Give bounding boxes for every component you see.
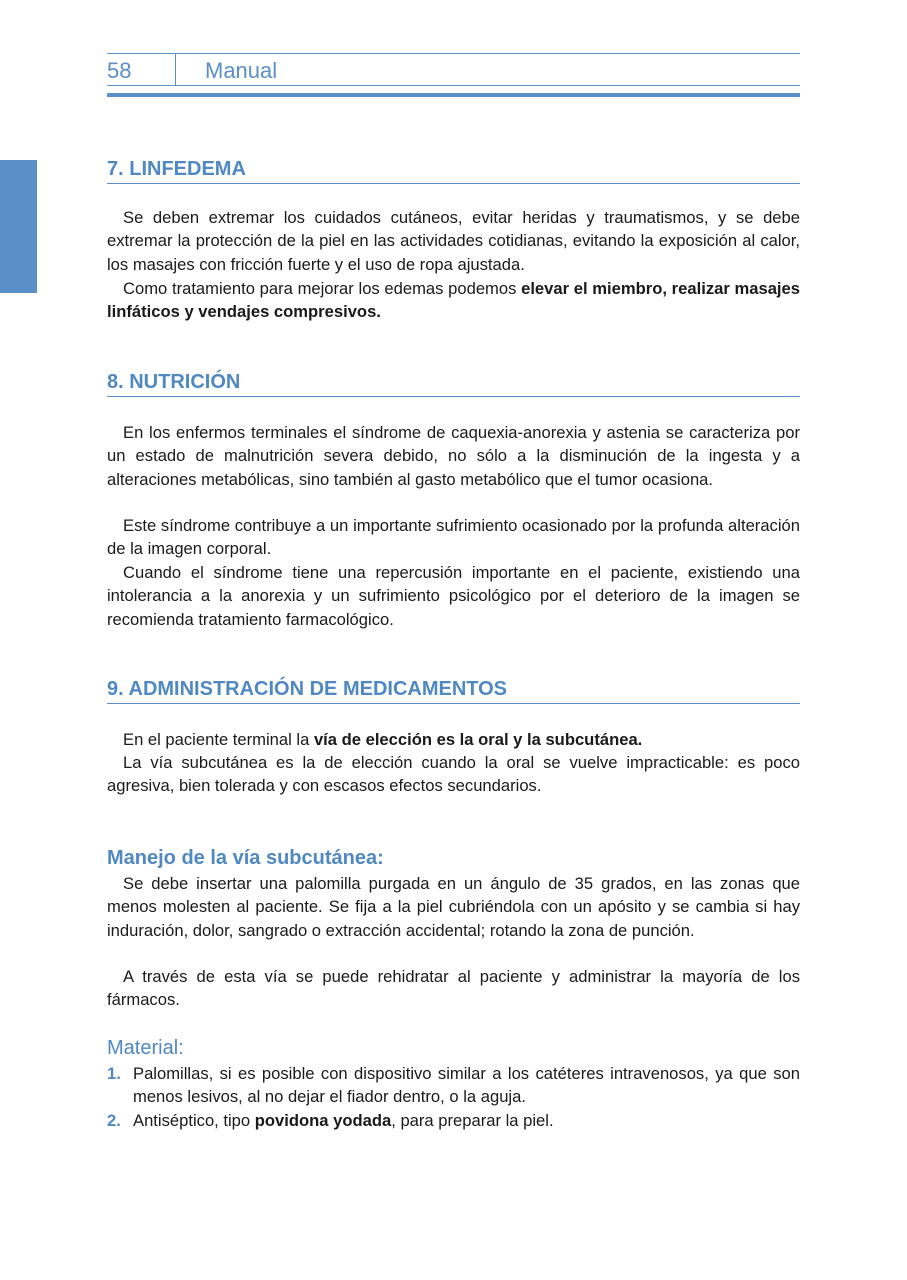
subcutanea-paragraph-2: A través de esta vía se puede rehidratar al paciente y administrar la mayoría de los fármacos. xyxy=(107,967,800,1010)
section-title-linfedema: 7. LINFEDEMA xyxy=(107,157,800,184)
list-item xyxy=(107,1109,800,1132)
header-divider xyxy=(175,53,176,86)
list-item-text: Antiséptico, tipo xyxy=(133,1110,255,1130)
linfedema-p2-text: Como tratamiento para mejorar los edemas podemos xyxy=(123,279,522,298)
subsection-title-material: Material: xyxy=(107,1037,184,1059)
subcutanea-paragraph-1: Se debe insertar una palomilla purgada en un ángulo de 35 grados, en las zonas que menos molesten al paciente. Se fija a la piel cubriéndola con un apósito y se cambia si hay induración, dolor, sangrado o extracción accidental; rotando la zona de punción. xyxy=(107,874,800,940)
administracion-p1-text: En el paciente terminal la xyxy=(123,730,314,749)
list-item-text: Palomillas, si es posible con dispositivo similar a los catéteres intravenosos, ya que son menos lesivos, al no dejar el fiador dentro, o la aguja. xyxy=(133,1064,800,1107)
header-bottom-rule xyxy=(107,93,800,97)
material-list xyxy=(107,1062,800,1132)
header-top-rule xyxy=(107,53,800,54)
list-item-number: 1. xyxy=(107,1064,121,1083)
section-title-nutricion: 8. NUTRICIÓN xyxy=(107,370,800,397)
linfedema-paragraph-1: Se deben extremar los cuidados cutáneos, evitar heridas y traumatismos, y se debe extremar la protección de la piel en las actividades cotidianas, evitando la exposición al calor, los masajes con fricción fuerte y el uso de ropa ajustada. xyxy=(107,208,800,274)
administracion-paragraph-2: La vía subcutánea es la de elección cuando la oral se vuelve impracticable: es poco agresiva, bien tolerada y con escasos efectos secundarios. xyxy=(107,753,800,796)
administracion-p1-bold: vía de elección es la oral y la subcutánea. xyxy=(313,730,643,749)
nutricion-paragraph-3: Cuando el síndrome tiene una repercusión importante en el paciente, existiendo una intolerancia a la anorexia y un sufrimiento psicológico por el deterioro de la imagen se recomienda tratamiento farmacológico. xyxy=(107,563,800,629)
list-item-text-end: , para preparar la piel. xyxy=(391,1110,554,1130)
page-number: 58 xyxy=(107,58,132,83)
linfedema-p2-bold: elevar el miembro, realizar masajes linfáticos y vendajes compresivos. xyxy=(107,279,801,322)
linfedema-paragraph-2 xyxy=(107,277,800,324)
subsection-title-subcutanea: Manejo de la vía subcutánea: xyxy=(107,847,384,869)
section-title-administracion: 9. ADMINISTRACIÓN DE MEDICAMENTOS xyxy=(107,677,800,704)
page-header xyxy=(107,53,800,99)
nutricion-paragraph-2: Este síndrome contribuye a un importante sufrimiento ocasionado por la profunda alteración de la imagen corporal. xyxy=(107,516,800,559)
running-title: Manual xyxy=(205,58,278,83)
chapter-side-tab xyxy=(0,160,37,293)
nutricion-paragraph-1: En los enfermos terminales el síndrome de caquexia-anorexia y astenia se caracteriza por un estado de malnutrición severa debido, no sólo a la disminución de la ingesta y a alteraciones metabólicas, sino también al gasto metabólico que el tumor ocasiona. xyxy=(107,423,800,489)
list-item-number: 2. xyxy=(107,1110,121,1130)
list-item-bold: povidona yodada xyxy=(254,1110,392,1130)
list-item xyxy=(107,1062,800,1109)
administracion-paragraph-1 xyxy=(107,728,800,751)
header-mid-rule xyxy=(107,85,800,86)
